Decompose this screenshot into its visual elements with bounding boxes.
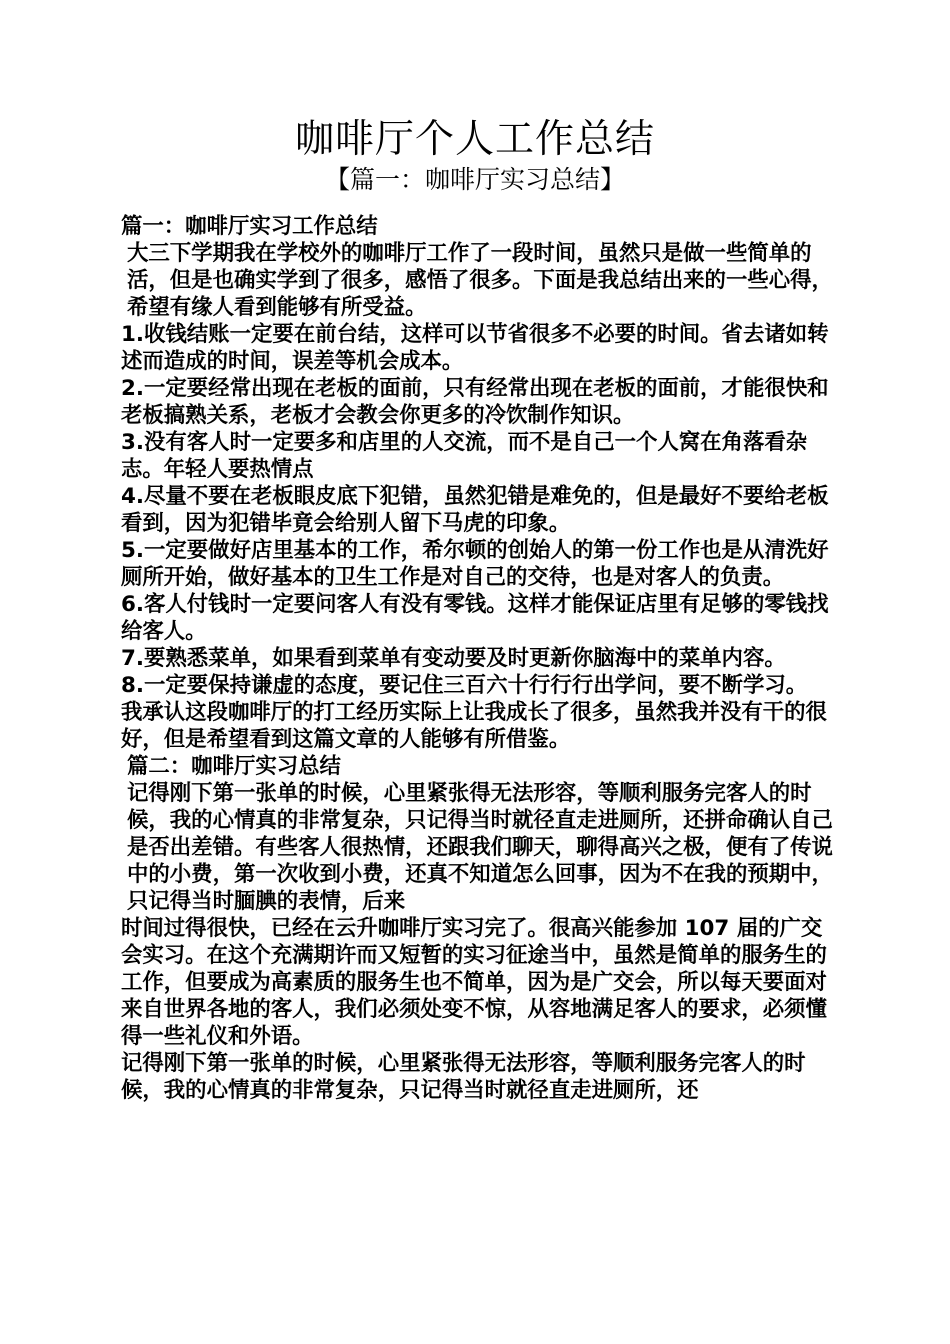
document-body (115, 213, 837, 1104)
paragraph: 记得刚下第一张单的时候，心里紧张得无法形容，等顺利服务完客人的时候，我的心情真的非常复杂，只记得当时就径直走进厕所，还拼命确认自己是否出差错。有些客人很热情，还跟我们聊天，聊得高兴之极，便有了传说中的小费，第一次收到小费，还真不知道怎么回事，因为不在我的预期中，只记得当时腼腆的表情，后来 (127, 781, 833, 914)
list-item: 1.收钱结账一定要在前台结，这样可以节省很多不必要的时间。省去诸如转述而造成的时间，误差等机会成本。 (121, 322, 829, 374)
paragraph: 大三下学期我在学校外的咖啡厅工作了一段时间，虽然只是做一些简单的活，但是也确实学到了很多，感悟了很多。下面是我总结出来的一些心得，希望有缘人看到能够有所受益。 (127, 241, 833, 320)
document-title: 咖啡厅个人工作总结 (294, 117, 655, 162)
paragraph: 记得刚下第一张单的时候，心里紧张得无法形容，等顺利服务完客人的时候，我的心情真的非常复杂，只记得当时就径直走进厕所，还 (121, 1051, 806, 1103)
document-subtitle: 【篇一：咖啡厅实习总结】 (324, 165, 625, 194)
section-heading: 篇二：咖啡厅实习总结 (127, 754, 341, 779)
list-item: 7.要熟悉菜单，如果看到菜单有变动要及时更新你脑海中的菜单内容。 (121, 646, 786, 671)
list-item: 4.尽量不要在老板眼皮底下犯错，虽然犯错是难免的，但是最好不要给老板看到，因为犯错毕竟会给别人留下马虎的印象。 (121, 484, 829, 536)
list-item: 6.客人付钱时一定要问客人有没有零钱。这样才能保证店里有足够的零钱找给客人。 (121, 592, 829, 644)
list-item: 3.没有客人时一定要多和店里的人交流，而不是自己一个人窝在角落看杂志。年轻人要热情点 (121, 430, 808, 482)
list-item: 8.一定要保持谦虚的态度，要记住三百六十行行行出学问，要不断学习。 (121, 673, 808, 698)
paragraph: 我承认这段咖啡厅的打工经历实际上让我成长了很多，虽然我并没有干的很好，但是希望看到这篇文章的人能够有所借鉴。 (121, 700, 827, 752)
paragraph: 时间过得很快，已经在云升咖啡厅实习完了。很高兴能参加 107 届的广交会实习。在这个充满期许而又短暂的实习征途当中，虽然是简单的服务生的工作，但要成为高素质的服务生也不简单，因为是广交会，所以每天要面对来自世界各地的客人，我们必须处变不惊，从容地满足客人的要求，必须懂得一些礼仪和外语。 (121, 916, 827, 1049)
section-heading: 篇一：咖啡厅实习工作总结 (121, 214, 378, 239)
list-item: 2.一定要经常出现在老板的面前，只有经常出现在老板的面前，才能很快和老板搞熟关系，老板才会教会你更多的冷饮制作知识。 (121, 376, 829, 428)
list-item: 5.一定要做好店里基本的工作，希尔顿的创始人的第一份工作也是从清洗好厕所开始，做好基本的卫生工作是对自己的交待，也是对客人的负责。 (121, 538, 829, 590)
